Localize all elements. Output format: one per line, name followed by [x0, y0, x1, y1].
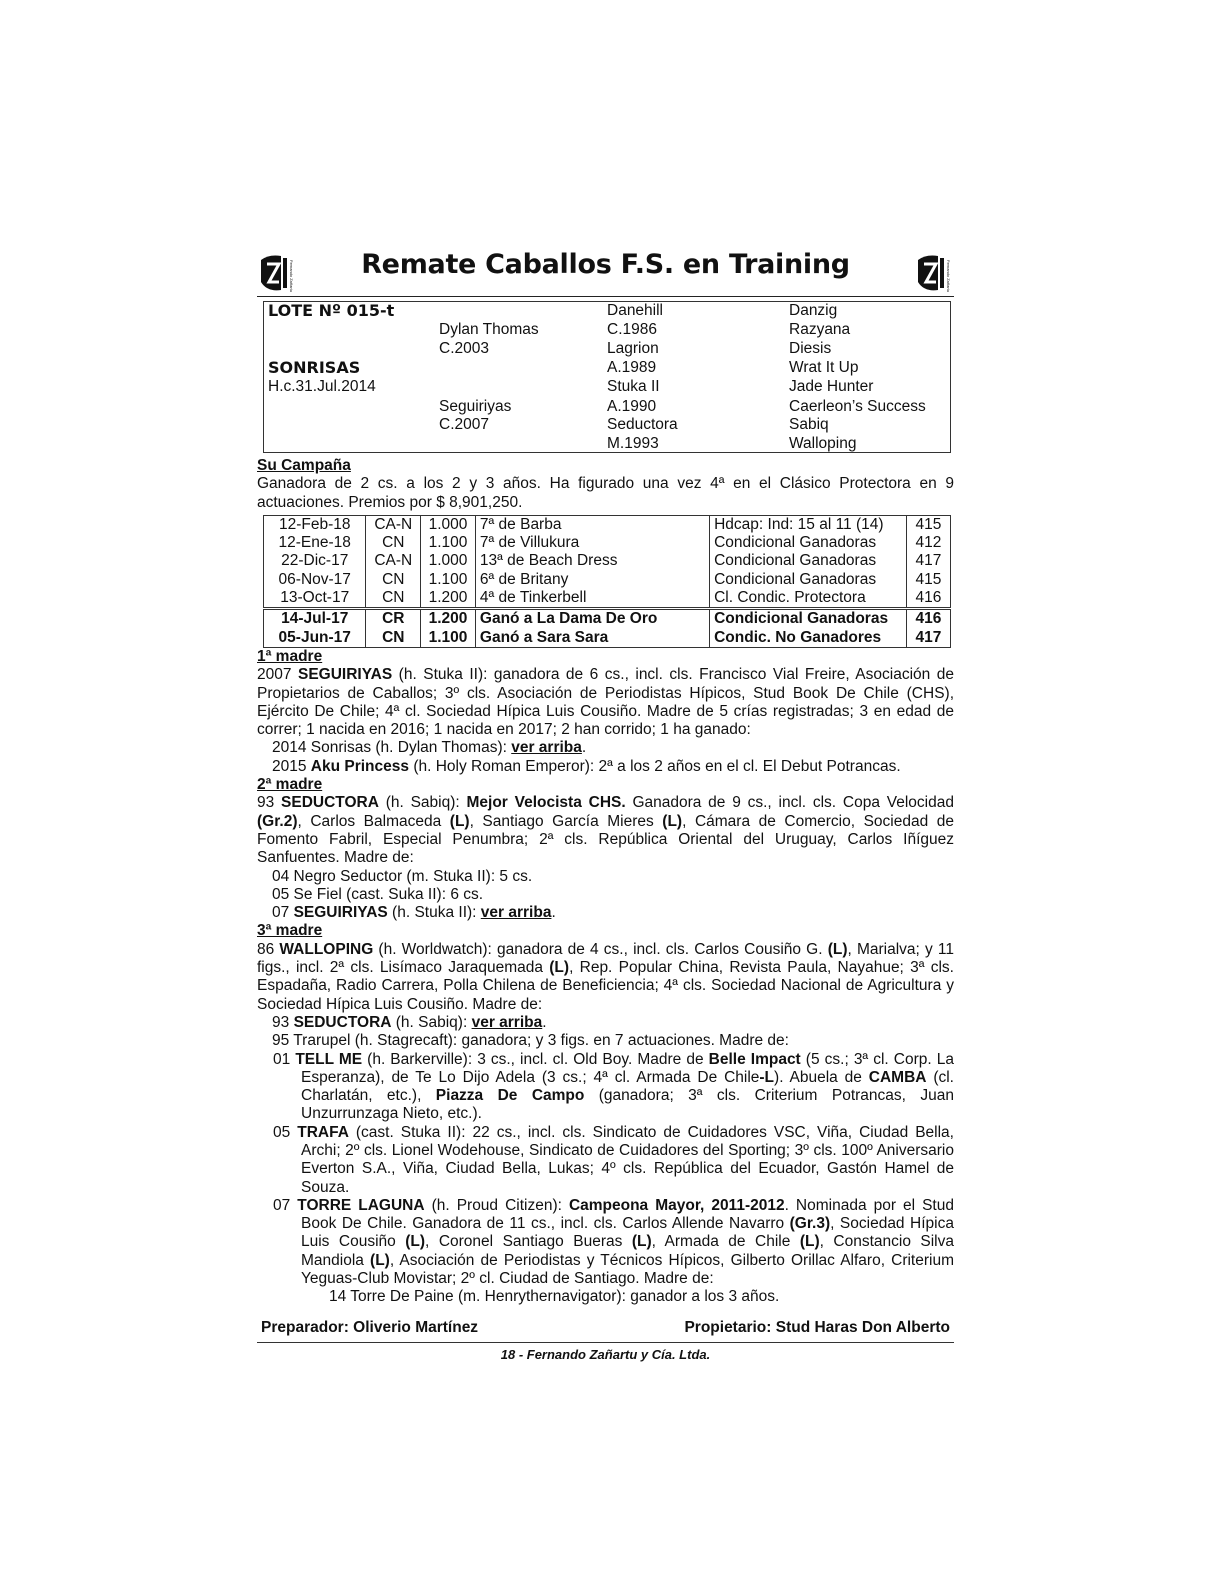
trainer: Preparador: Oliverio Martínez [261, 1318, 479, 1336]
madre1-offspring [257, 758, 954, 776]
sire-year: C.2003 [439, 340, 489, 357]
text-run: 93 [257, 794, 282, 812]
text-run: 2014 Sonrisas (h. Dylan Thomas): [272, 739, 512, 757]
grade-bold: (Gr.3) [789, 1215, 831, 1233]
text-run: 07 [272, 904, 294, 922]
ped-grandparent: M.1993 [607, 435, 659, 452]
race-result: 7ª de Villukura [475, 534, 709, 552]
race-track: CA-N [366, 552, 421, 570]
ped-ancestor: Diesis [789, 340, 832, 357]
text-run: , Armada de Chile [651, 1233, 800, 1251]
text-run: . Nominada por el Stud Book De Chile. Ganadora de 11 cs., incl. cls. Carlos Allende Navarro [301, 1196, 954, 1233]
race-result: 4ª de Tinkerbell [475, 589, 709, 609]
fz-logo-icon [916, 252, 960, 294]
offspring-name-bold: TORRE LAGUNA [297, 1196, 425, 1214]
dam-name-bold: SEGUIRIYAS [297, 666, 393, 684]
grade-bold: -L [759, 1068, 775, 1086]
text-run: . [542, 1013, 547, 1031]
text-run: 07 [273, 1196, 298, 1214]
logo-text: Fernando Zañartu [946, 260, 951, 293]
dam-name: Seguiriyas [439, 398, 512, 415]
grade-bold: (L) [370, 1251, 390, 1269]
text-run: 05 [273, 1123, 298, 1141]
text-run: . [581, 739, 587, 757]
text-run: 2015 [272, 757, 311, 775]
dam-name-bold: SEDUCTORA [281, 794, 379, 812]
race-name: Condicional Ganadoras [710, 571, 907, 589]
text-run: , Carlos Balmaceda [297, 812, 450, 830]
text-run: (h. Stuka II): ganadora de 6 cs., incl. cls. Francisco Vial Freire, Asociación de Propietarios de Caballos; 3º cls. Asociación de Periodistas Hípicos, Stud Book De Chile (CHS), Ejército De Chile; 4ª cl. Sociedad Hípica Luis Cousiño. Madre de 5 crías registradas; 3 en edad de correr; 1 nacida en 2016; 1 nacida en 2017; 2 han corrido; 1 ha ganado: [257, 666, 954, 739]
page-title: Remate Caballos F.S. en Training [361, 249, 850, 280]
grade-bold: (L) [827, 940, 848, 958]
race-number: 417 [906, 629, 950, 648]
race-distance: 1.000 [421, 552, 476, 570]
race-row [264, 609, 951, 629]
race-number: 415 [906, 515, 950, 534]
race-distance: 1.200 [421, 609, 476, 629]
text-run: 2007 [257, 666, 298, 684]
ped-grandparent: Seductora [607, 416, 678, 433]
ped-grandparent: A.1989 [607, 359, 657, 376]
race-date: 12-Feb-18 [264, 515, 366, 534]
race-track: CR [366, 609, 421, 629]
race-row [264, 571, 951, 589]
offspring-name-bold: TRAFA [297, 1123, 349, 1141]
offspring-name-bold: Belle Impact [708, 1050, 801, 1068]
great-grand-offspring: 14 Torre De Paine (m. Henrythernavigator): ganador a los 3 años. [329, 1288, 780, 1306]
madre1-heading: 1ª madre [257, 647, 323, 665]
madre3-text [257, 941, 954, 1014]
race-distance: 1.000 [421, 515, 476, 534]
race-distance: 1.100 [421, 571, 476, 589]
race-row [264, 534, 951, 552]
race-distance: 1.100 [421, 534, 476, 552]
race-name: Condic. No Ganadores [710, 629, 907, 648]
race-result: Ganó a Sara Sara [475, 629, 709, 648]
grade-bold: (L) [631, 1233, 652, 1251]
ped-ancestor: Danzig [789, 302, 838, 319]
race-row [264, 552, 951, 570]
ped-grandparent: Danehill [607, 302, 664, 319]
race-result: 7ª de Barba [475, 515, 709, 534]
race-result: 6ª de Britany [475, 571, 709, 589]
text-run: (ganadora; 3ª cls. Criterium Potrancas, Juan Unzurrunzaga Nieto, etc.). [301, 1087, 954, 1123]
text-run: 01 [273, 1050, 296, 1068]
text-run: 93 [272, 1013, 294, 1031]
race-name: Cl. Condic. Protectora [710, 589, 907, 609]
madre1-offspring [257, 739, 954, 757]
madre2-offspring: 04 Negro Seductor (m. Stuka II): 5 cs. [272, 867, 533, 885]
race-number: 417 [906, 552, 950, 570]
ped-ancestor: Wrat It Up [789, 359, 859, 376]
madre3-offspring [257, 1014, 954, 1032]
text-run: (h. Sabiq): [378, 794, 467, 812]
grand-offspring [257, 1051, 954, 1124]
offspring-name-bold: SEGUIRIYAS [293, 904, 388, 922]
text-run: ). Abuela de [774, 1068, 869, 1086]
race-row [264, 515, 951, 534]
award-bold: Mejor Velocista CHS. [466, 794, 626, 812]
ped-ancestor: Jade Hunter [789, 378, 874, 395]
text-run: (h. Sabiq): [391, 1013, 472, 1031]
offspring-name-bold: TELL ME [295, 1050, 363, 1068]
grade-bold: (L) [549, 959, 570, 977]
text-run: (5 cs.; 3ª cl. Corp. La Esperanza), de Te Lo Dijo Adela (3 cs.; 4ª cl. Armada De Chile [301, 1050, 955, 1086]
race-row [264, 629, 951, 648]
race-track: CN [366, 589, 421, 609]
grade-bold: (L) [662, 812, 683, 830]
race-date: 13-Oct-17 [264, 589, 366, 609]
offspring-name-bold: CAMBA [868, 1068, 927, 1086]
ped-grandparent: A.1990 [607, 398, 657, 415]
race-name: Hdcap: Ind: 15 al 11 (14) [710, 515, 907, 534]
text-run: , Santiago García Mieres [469, 812, 663, 830]
text-run: (h. Barkerville): 3 cs., incl. cl. Old Boy. Madre de [362, 1050, 709, 1068]
ver-arriba-link[interactable]: ver arriba [480, 904, 552, 922]
race-number: 412 [906, 534, 950, 552]
grade-bold: (L) [449, 812, 470, 830]
text-run: (cl. Charlatán, etc.), [301, 1068, 954, 1105]
grand-offspring [257, 1124, 954, 1197]
race-date: 05-Jun-17 [264, 629, 366, 648]
lot-footer [257, 1319, 954, 1337]
campaign-heading: Su Campaña [257, 457, 351, 474]
race-name: Condicional Ganadoras [710, 534, 907, 552]
text-run: . [551, 904, 556, 922]
text-run: , Sociedad Hípica Luis Cousiño [301, 1215, 954, 1251]
campaign-summary: Ganadora de 2 cs. a los 2 y 3 años. Ha figurado una vez 4ª en el Clásico Protectora en 9 actuaciones. Premios por $ 8,901,250. [257, 475, 954, 511]
race-track: CN [366, 534, 421, 552]
ped-grandparent: C.1986 [607, 321, 657, 338]
madre2-offspring [257, 904, 954, 922]
text-run: , Cámara de Comercio, Sociedad de Fomento Fabril, Especial Penumbra; 2ª cls. República Oriental del Uruguay, Carlos Iñíguez Sanfuentes. Madre de: [257, 812, 955, 867]
ped-grandparent: Stuka II [607, 378, 660, 395]
text-run: (cast. Stuka II): 22 cs., incl. cls. Sindicato de Cuidadores VSC, Viña, Ciudad Bella, Archi; 2º cls. Lionel Wodehouse, Sindicato de Cuidadores del Sporting; 3º cls. 100º Aniversario Everton S.A., Viña, Ciudad Bella, Lukas; 4º cls. República del Ecuador, Gastón Hamel de Souza. [301, 1123, 954, 1196]
race-row [264, 589, 951, 609]
race-result: 13ª de Beach Dress [475, 552, 709, 570]
race-date: 06-Nov-17 [264, 571, 366, 589]
text-run: 86 [257, 940, 280, 958]
race-distance: 1.200 [421, 589, 476, 609]
race-name: Condicional Ganadoras [710, 609, 907, 629]
logo-text: Fernando Zañartu [289, 260, 294, 293]
page-header [257, 250, 954, 297]
grand-offspring [257, 1197, 954, 1288]
race-track: CN [366, 629, 421, 648]
ped-ancestor: Caerleon’s Success [789, 398, 926, 415]
text-run: , Rep. Popular China, Revista Paula, Nayahue; 3ª cls. Espadaña, Radio Carrera, Polla Chilena de Beneficiencia; 4ª cls. Sociedad Nacional de Agricultura y Sociedad Hípica Luis Cousiño. Madre de: [257, 959, 954, 1013]
madre2-offspring: 05 Se Fiel (cast. Suka II): 6 cs. [272, 885, 484, 903]
race-name: Condicional Ganadoras [710, 552, 907, 570]
dam-year: C.2007 [439, 416, 489, 433]
ped-grandparent: Lagrion [607, 340, 659, 357]
offspring-name-bold: SEDUCTORA [293, 1013, 392, 1031]
offspring-name-bold: Aku Princess [310, 757, 410, 775]
grade-bold: (Gr.2) [257, 812, 298, 830]
ped-ancestor: Sabiq [789, 416, 829, 433]
lot-number: LOTE Nº 015-t [268, 301, 395, 320]
text-run: (h. Stuka II): [387, 904, 481, 922]
madre2-text [257, 794, 954, 867]
grade-bold: (L) [799, 1233, 820, 1251]
text-run: , Marialva; y 11 figs., incl. 2ª cls. Lisímaco Jaraquemada [257, 940, 954, 977]
madre2-heading: 2ª madre [257, 776, 323, 794]
race-number: 415 [906, 571, 950, 589]
race-date: 22-Dic-17 [264, 552, 366, 570]
text-run: Ganadora de 9 cs., incl. cls. Copa Velocidad [625, 794, 954, 812]
text-run: (h. Proud Citizen): [424, 1196, 569, 1214]
text-run: , Coronel Santiago Bueras [425, 1233, 632, 1251]
ver-arriba-link[interactable]: ver arriba [511, 739, 582, 757]
race-number: 416 [906, 609, 950, 629]
dam-name-bold: WALLOPING [279, 940, 374, 958]
catalog-page [257, 250, 954, 1364]
race-distance: 1.100 [421, 629, 476, 648]
owner: Propietario: Stud Haras Don Alberto [684, 1318, 950, 1336]
ver-arriba-link[interactable]: ver arriba [471, 1013, 543, 1031]
race-date: 14-Jul-17 [264, 609, 366, 629]
grade-bold: (L) [405, 1233, 426, 1251]
page-footer: 18 - Fernando Zañartu y Cía. Ltda. [257, 1342, 954, 1364]
pedigree-box [263, 301, 951, 453]
race-track: CN [366, 571, 421, 589]
horse-info: H.c.31.Jul.2014 [268, 378, 376, 395]
award-bold: Campeona Mayor, 2011-2012 [568, 1196, 785, 1214]
madre1-text [257, 666, 954, 739]
text-run: , Asociación de Periodistas y Técnicos Hípicos, Gilberto Orillac Alfaro, Criterium Yeguas-Club Movistar; 2º cl. Ciudad de Santiago. Madre de: [301, 1251, 954, 1288]
race-table [263, 515, 951, 648]
offspring-name-bold: Piazza De Campo [435, 1087, 585, 1105]
madre3-heading: 3ª madre [257, 922, 323, 940]
text-run: (h. Holy Roman Emperor): 2ª a los 2 años en el cl. El Debut Potrancas. [409, 757, 901, 775]
text-run: , Constancio Silva Mandiola [301, 1233, 955, 1269]
race-track: CA-N [366, 515, 421, 534]
sire-name: Dylan Thomas [439, 321, 539, 338]
ped-ancestor: Walloping [789, 435, 857, 452]
ped-ancestor: Razyana [789, 321, 851, 338]
race-date: 12-Ene-18 [264, 534, 366, 552]
race-number: 416 [906, 589, 950, 609]
madre3-offspring: 95 Trarupel (h. Stagrecaft): ganadora; y 3 figs. en 7 actuaciones. Madre de: [272, 1032, 789, 1050]
race-result: Ganó a La Dama De Oro [475, 609, 709, 629]
text-run: (h. Worldwatch): ganadora de 4 cs., incl. cls. Carlos Cousiño G. [373, 940, 828, 958]
horse-name: SONRISAS [268, 358, 361, 377]
